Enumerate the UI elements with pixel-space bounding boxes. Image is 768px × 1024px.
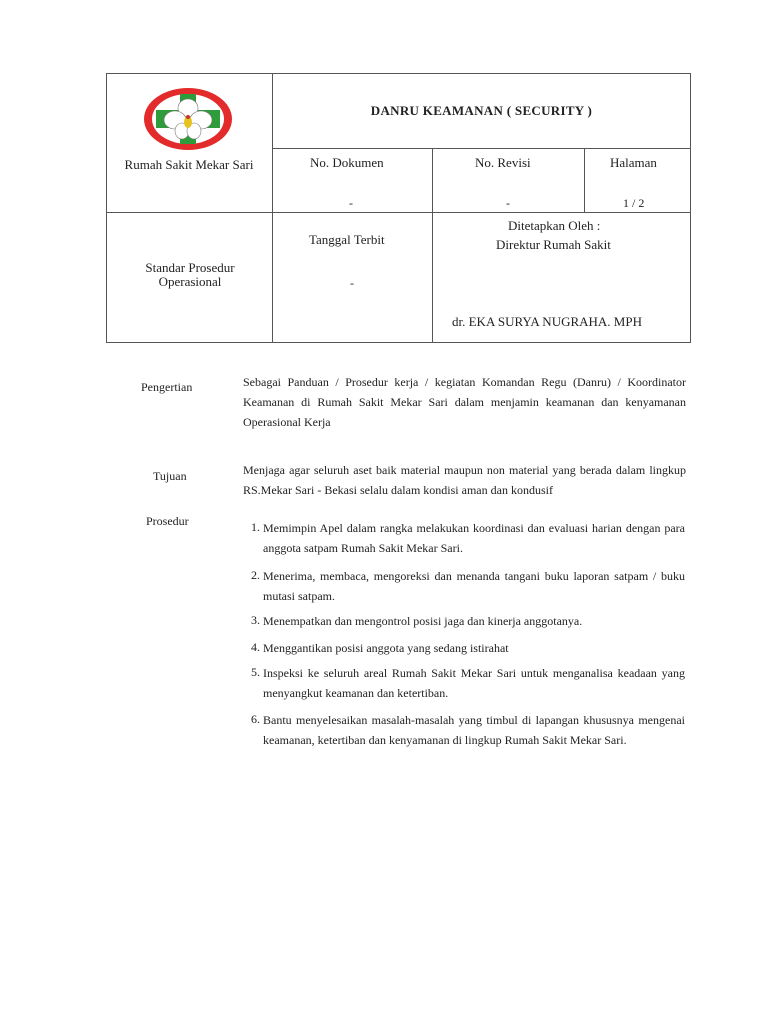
- tujuan-text: Menjaga agar seluruh aset baik material maupun non material yang berada dalam lingkup RS.Mekar Sari - Bekasi selalu dalam kondisi aman dan kondusif: [243, 463, 686, 497]
- list-item: Menerima, membaca, mengoreksi dan menanda tangani buku laporan satpam / buku mutasi satpam.: [263, 569, 685, 603]
- revision-value: -: [506, 196, 510, 210]
- page-label: Halaman: [610, 155, 657, 170]
- list-item: Menempatkan dan mengontrol posisi jaga dan kinerja anggotanya.: [263, 614, 583, 628]
- divider: [432, 212, 433, 343]
- doc-no-label: No. Dokumen: [310, 155, 384, 170]
- document-title: DANRU KEAMANAN ( SECURITY ): [370, 103, 593, 118]
- hospital-name: Rumah Sakit Mekar Sari: [124, 157, 254, 172]
- tujuan-label: Tujuan: [153, 469, 187, 483]
- sop-label: Standar Prosedur Operasional: [145, 260, 235, 289]
- divider: [584, 148, 585, 212]
- list-item-number: 4.: [251, 640, 260, 654]
- divider: [106, 212, 691, 213]
- divider: [432, 148, 433, 212]
- list-item: Menggantikan posisi anggota yang sedang istirahat: [263, 641, 509, 655]
- list-item-number: 6.: [251, 712, 260, 726]
- list-item-number: 5.: [251, 665, 260, 679]
- list-item-number: 2.: [251, 568, 260, 582]
- issue-date-value: -: [350, 276, 354, 290]
- approved-by-title: Direktur Rumah Sakit: [496, 237, 611, 252]
- approved-by-label: Ditetapkan Oleh :: [508, 218, 601, 233]
- list-item: Inspeksi ke seluruh areal Rumah Sakit Mekar Sari untuk menganalisa keadaan yang menyangkut keamanan dan ketertiban.: [263, 666, 685, 700]
- divider: [272, 148, 691, 149]
- director-name: dr. EKA SURYA NUGRAHA. MPH: [452, 314, 642, 329]
- pengertian-text: Sebagai Panduan / Prosedur kerja / kegiatan Komandan Regu (Danru) / Koordinator Keamanan di Rumah Sakit Mekar Sari dalam menjamin keamanan dan kenyamanan Operasional Kerja: [243, 375, 686, 429]
- list-item-number: 1.: [251, 520, 260, 534]
- hospital-logo: [142, 86, 234, 152]
- list-item-number: 3.: [251, 613, 260, 627]
- list-item: Bantu menyelesaikan masalah-masalah yang timbul di lapangan khususnya mengenai keamanan, ketertiban dan kenyamanan di lingkup Rumah Sakit Mekar Sari.: [263, 713, 685, 747]
- prosedur-label: Prosedur: [146, 514, 189, 528]
- pengertian-label: Pengertian: [141, 380, 193, 394]
- issue-date-label: Tanggal Terbit: [309, 232, 385, 247]
- list-item: Memimpin Apel dalam rangka melakukan koordinasi dan evaluasi harian dengan para anggota satpam Rumah Sakit Mekar Sari.: [263, 521, 685, 555]
- revision-label: No. Revisi: [475, 155, 531, 170]
- page-value: 1 / 2: [623, 196, 645, 210]
- doc-no-value: -: [349, 196, 353, 210]
